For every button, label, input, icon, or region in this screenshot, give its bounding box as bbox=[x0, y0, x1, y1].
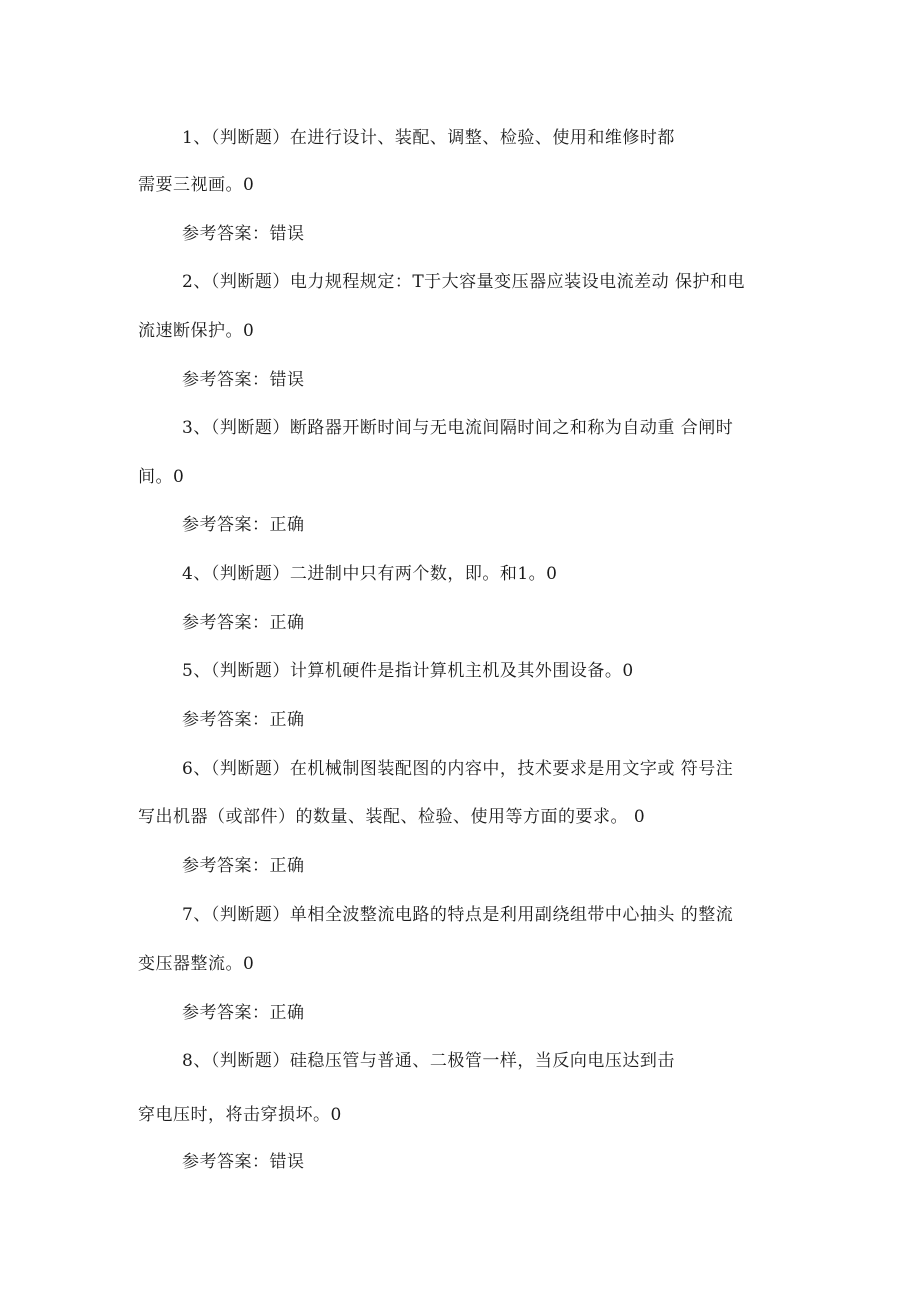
question-1-line-2: 需要三视画。0 bbox=[138, 175, 255, 195]
question-8-answer: 参考答案：错误 bbox=[182, 1152, 305, 1172]
question-6-answer: 参考答案：正确 bbox=[182, 856, 305, 876]
question-4-answer: 参考答案：正确 bbox=[182, 613, 305, 633]
question-2-line-2: 流速断保护。0 bbox=[138, 321, 255, 341]
question-8-line-2: 穿电压时，将击穿损坏。0 bbox=[138, 1105, 342, 1125]
question-2-answer: 参考答案：错误 bbox=[182, 370, 305, 390]
question-7-line-1: 7、（判断题）单相全波整流电路的特点是利用副绕组带中心抽头 的整流 bbox=[182, 905, 734, 925]
question-4-line-1: 4、（判断题）二进制中只有两个数，即。和1。0 bbox=[182, 564, 558, 584]
question-7-answer: 参考答案：正确 bbox=[182, 1003, 305, 1023]
question-6-line-1: 6、（判断题）在机械制图装配图的内容中，技术要求是用文字或 符号注 bbox=[182, 759, 734, 779]
question-5-line-1: 5、（判断题）计算机硬件是指计算机主机及其外围设备。0 bbox=[182, 661, 634, 681]
question-5-answer: 参考答案：正确 bbox=[182, 710, 305, 730]
question-6-line-2: 写出机器（或部件）的数量、装配、检验、使用等方面的要求。 0 bbox=[138, 807, 646, 827]
question-2-line-1: 2、（判断题）电力规程规定：T于大容量变压器应装设电流差动 保护和电 bbox=[182, 272, 746, 292]
question-8-line-1: 8、（判断题）硅稳压管与普通、二极管一样，当反向电压达到击 bbox=[182, 1051, 675, 1071]
question-1-answer: 参考答案：错误 bbox=[182, 224, 305, 244]
question-7-line-2: 变压器整流。0 bbox=[138, 954, 255, 974]
question-3-answer: 参考答案：正确 bbox=[182, 515, 305, 535]
question-3-line-1: 3、（判断题）断路器开断时间与无电流间隔时间之和称为自动重 合闸时 bbox=[182, 418, 734, 438]
question-3-line-2: 间。0 bbox=[138, 467, 185, 487]
question-1-line-1: 1、（判断题）在进行设计、装配、调整、检验、使用和维修时都 bbox=[182, 128, 675, 148]
